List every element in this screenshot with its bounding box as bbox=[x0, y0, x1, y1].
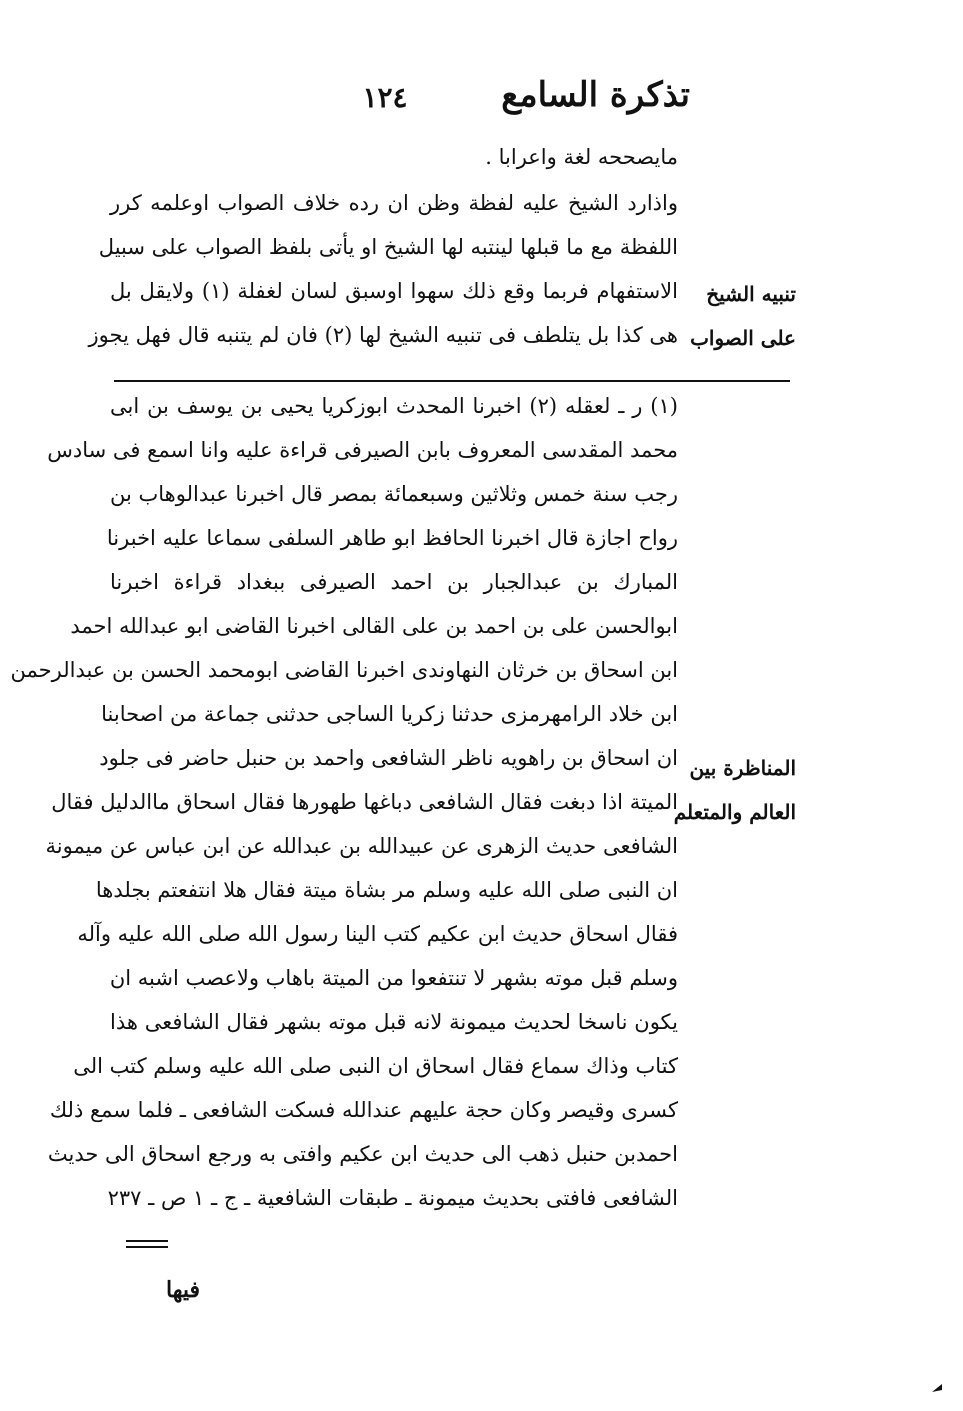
footnote-line: الميتة اذا دبغت فقال الشافعى دباغها طهورها فقال اسحاق ماالدليل فقال bbox=[51, 790, 678, 814]
footnote-line: رواح اجازة قال اخبرنا الحافظ ابو طاهر السلفى سماعا عليه اخبرنا bbox=[106, 526, 678, 550]
footnote-line: ان اسحاق بن راهويه ناظر الشافعى واحمد بن حنبل حاضر فى جلود bbox=[99, 746, 678, 770]
main-text-block bbox=[88, 181, 678, 357]
footnote-line: كتاب وذاك سماع فقال اسحاق ان النبى صلى الله عليه وسلم كتب الى bbox=[73, 1054, 678, 1078]
side-note-line: تنبيه الشيخ bbox=[706, 282, 796, 306]
footnote-line: كسرى وقيصر وكان حجة عليهم عندالله فسكت الشافعى ـ فلما سمع ذلك bbox=[49, 1098, 678, 1122]
page-number: ١٢٤ bbox=[362, 81, 408, 114]
footnote-line: يكون ناسخا لحديث ميمونة لانه قبل موته بشهر فقال الشافعى هذا bbox=[110, 1010, 678, 1034]
footnote-line: احمدبن حنبل ذهب الى حديث ابن عكيم وافتى به ورجع اسحاق الى حديث bbox=[47, 1142, 678, 1166]
side-note-line: المناظرة بين bbox=[689, 756, 796, 780]
running-title: تذكرة السامع bbox=[501, 75, 690, 115]
footnote-line: الشافعى فافتى بحديث ميمونة ـ طبقات الشافعية ـ ج ـ ١ ص ـ ٢٣٧ bbox=[107, 1186, 678, 1210]
catchword: فيها bbox=[166, 1277, 200, 1303]
footnote-separator bbox=[114, 380, 790, 382]
text-line: واذارد الشيخ عليه لفظة وظن ان رده خلاف الصواب اوعلمه كرر bbox=[110, 191, 678, 215]
side-note bbox=[684, 272, 796, 360]
corner-mark-icon bbox=[930, 1380, 944, 1394]
footnotes-block bbox=[10, 384, 678, 1220]
text-line: الاستفهام فربما وقع ذلك سهوا اوسبق لسان لغفلة (١) ولايقل بل bbox=[110, 279, 678, 303]
text-line: اللفظة مع ما قبلها لينتبه لها الشيخ او يأتى بلفظ الصواب على سبيل bbox=[98, 235, 678, 259]
footnote-line: (١) ر ـ لعقله (٢) اخبرنا المحدث ابوزكريا يحيى بن يوسف بن ابى bbox=[110, 394, 678, 418]
side-note bbox=[673, 746, 796, 834]
footnote-line: وسلم قبل موته بشهر لا تنتفعوا من الميتة باهاب ولاعصب اشبه ان bbox=[109, 966, 678, 990]
side-note-line: العالم والمتعلم bbox=[673, 800, 796, 824]
footnote-line: المبارك بن عبدالجبار بن احمد الصيرفى ببغداد قراءة اخبرنا bbox=[110, 570, 678, 594]
main-text-first-line bbox=[110, 135, 678, 179]
end-mark bbox=[126, 1240, 168, 1250]
side-note-line: على الصواب bbox=[690, 326, 796, 350]
text-line: مايصححه لغة واعرابا . bbox=[485, 145, 678, 169]
footnote-line: ابن اسحاق بن خرثان النهاوندى اخبرنا القاضى ابومحمد الحسن بن عبدالرحمن bbox=[10, 658, 678, 682]
text-line: هى كذا بل يتلطف فى تنبيه الشيخ لها (٢) فان لم يتنبه قال فهل يجوز bbox=[88, 323, 678, 347]
footnote-line: الشافعى حديث الزهرى عن عبيدالله بن عبدالله عن ابن عباس عن ميمونة bbox=[45, 834, 678, 858]
footnote-line: فقال اسحاق حديث ابن عكيم كتب الينا رسول الله صلى الله عليه وآله bbox=[77, 922, 678, 946]
footnote-line: ابوالحسن على بن احمد بن على القالى اخبرنا القاضى ابو عبدالله احمد bbox=[70, 614, 678, 638]
footnote-line: محمد المقدسى المعروف بابن الصيرفى قراءة عليه وانا اسمع فى سادس bbox=[47, 438, 678, 462]
footnote-line: رجب سنة خمس وثلاثين وسبعمائة بمصر قال اخبرنا عبدالوهاب بن bbox=[110, 482, 678, 506]
footnote-line: ابن خلاد الرامهرمزى حدثنا زكريا الساجى حدثنى جماعة من اصحابنا bbox=[101, 702, 678, 726]
footnote-line: ان النبى صلى الله عليه وسلم مر بشاة ميتة فقال هلا انتفعتم بجلدها bbox=[95, 878, 678, 902]
